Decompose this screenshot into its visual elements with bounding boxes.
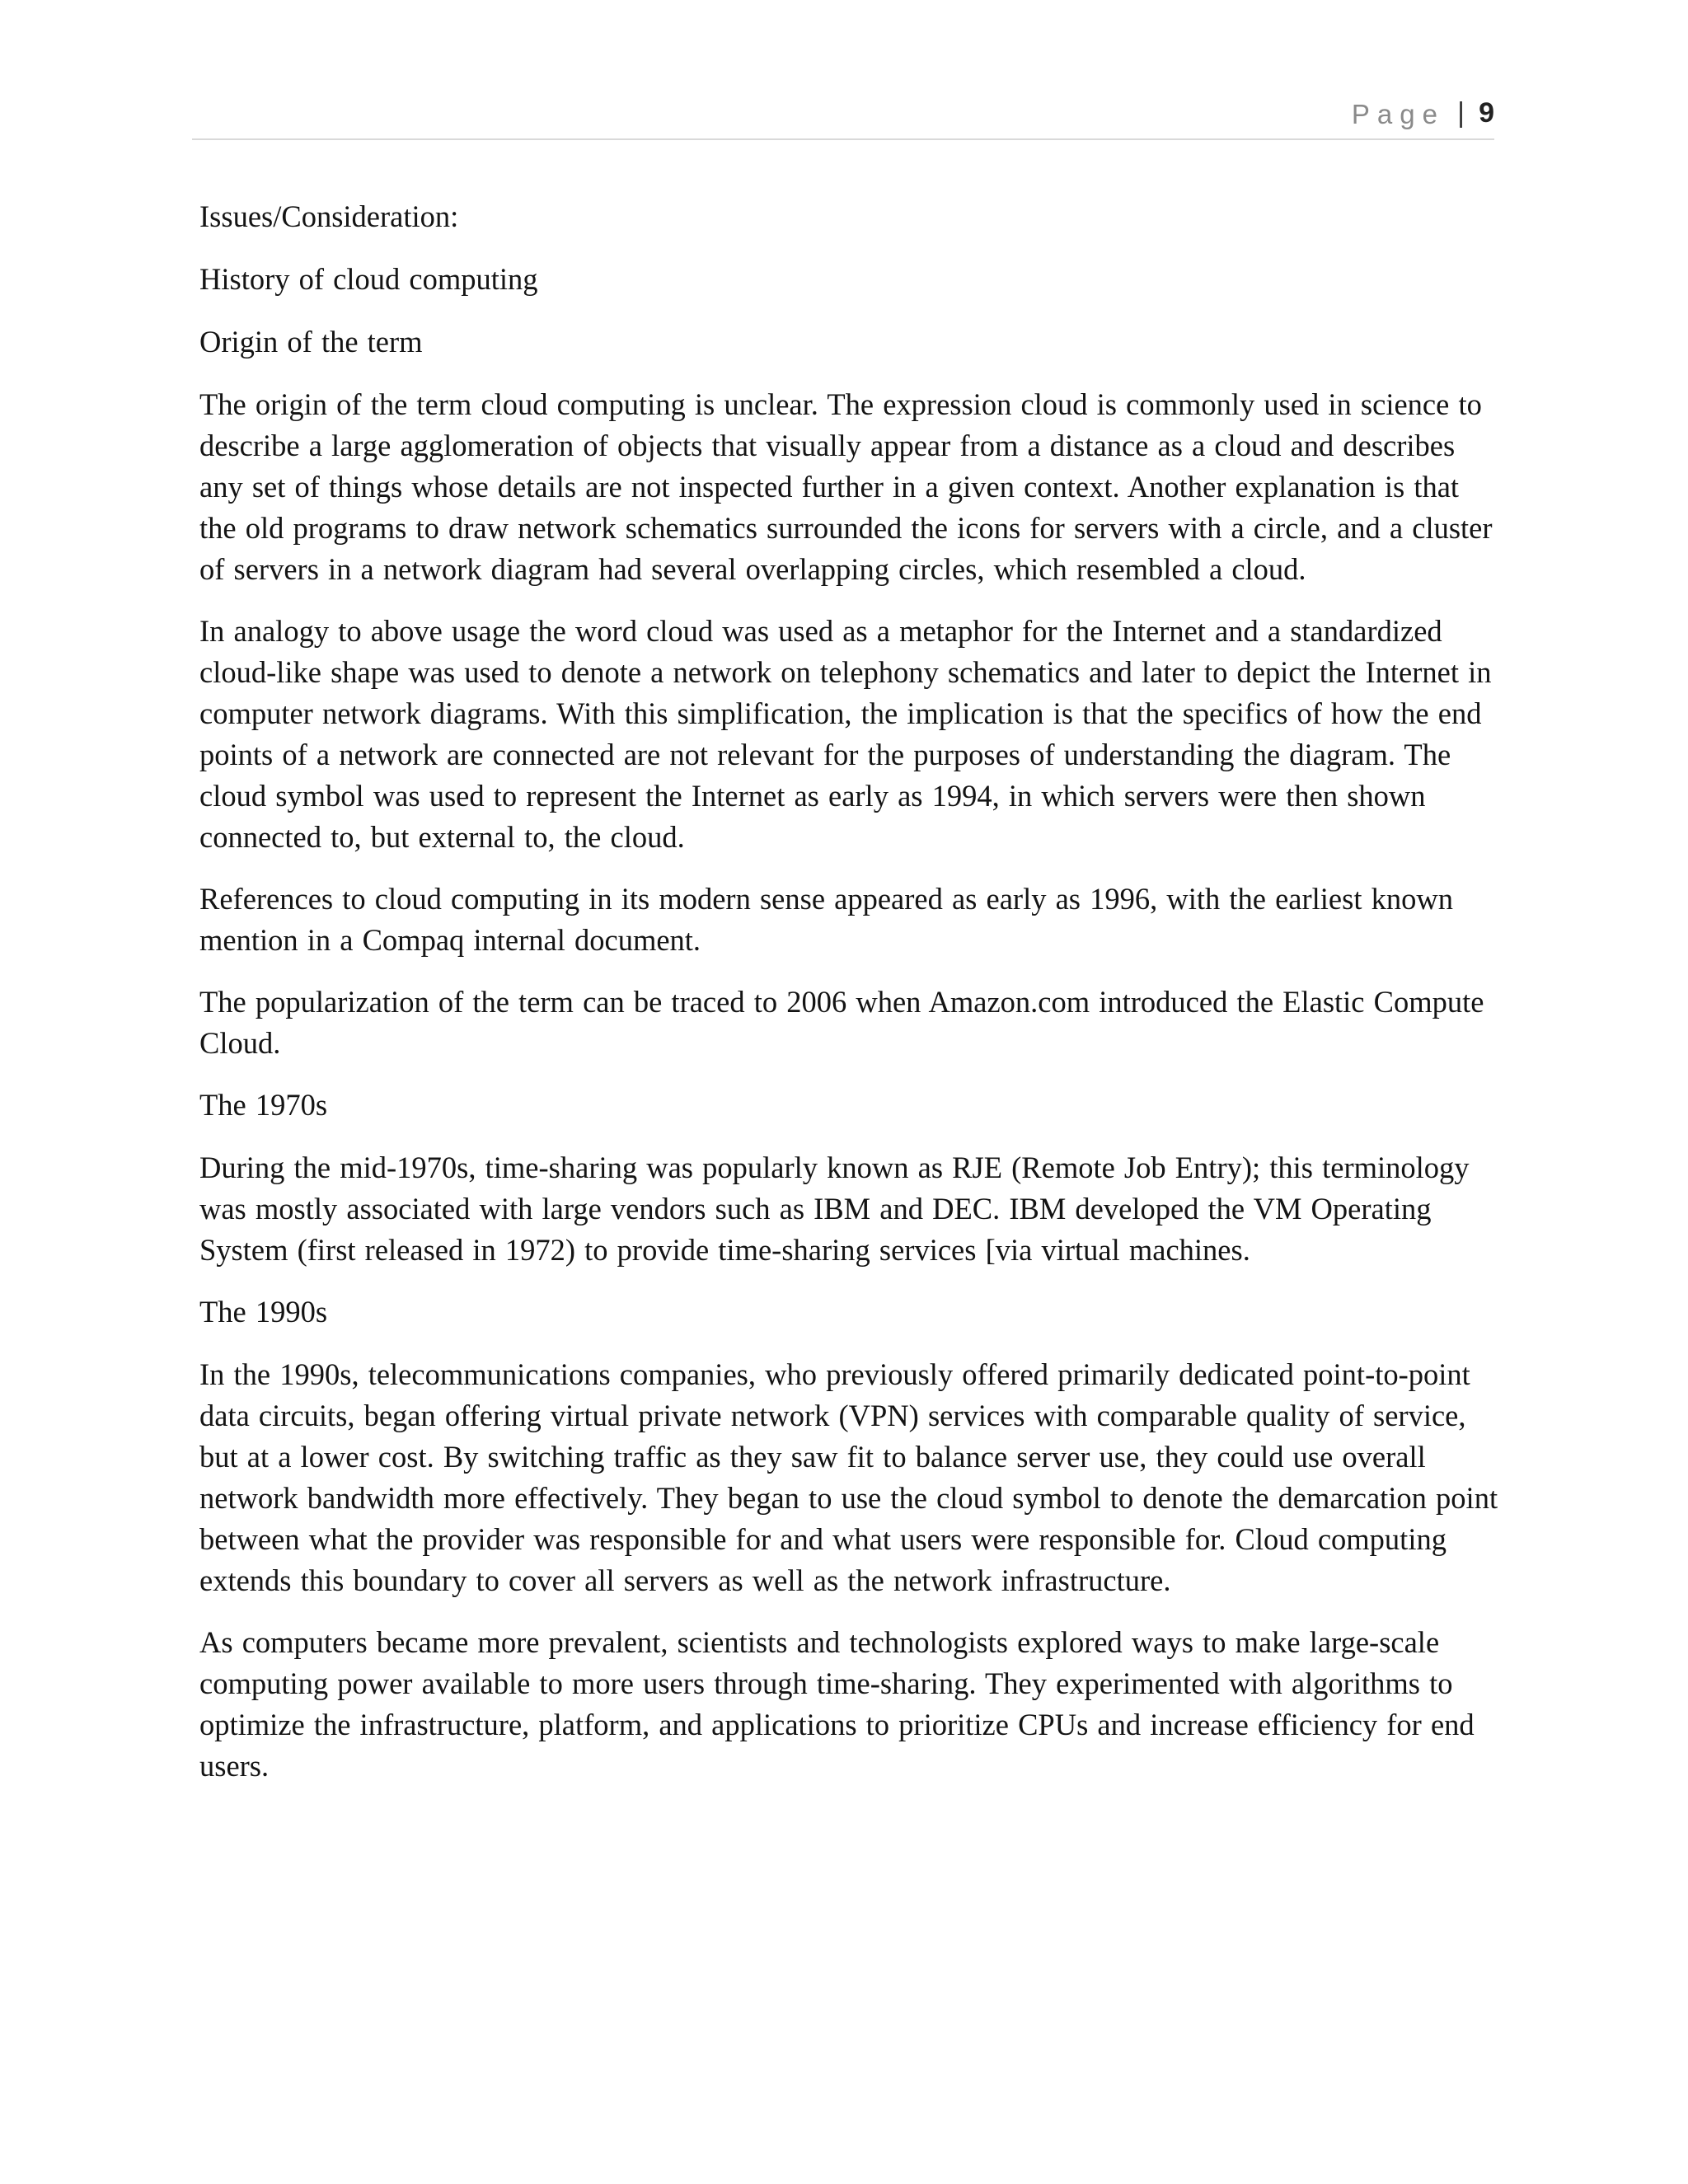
paragraph-1990s-computers: As computers became more prevalent, scientists and technologists explored ways to make large-scale computing power available to more users through time-sharing. They experimented with algorithms to optimize the infrastructure, platform, and applications to prioritize CPUs and increase efficiency for end users.: [199, 1625, 1475, 1783]
paragraph-origin: The origin of the term cloud computing is unclear. The expression cloud is commonly used in science to describe a large agglomeration of objects that visually appear from a distance as a cloud and describes any set of things whose details are not inspected further in a given context. Another explanation is that the old programs to draw network schematics surrounded the icons for servers with a circle, and a cluster of servers in a network diagram had several overlapping circles, which resembled a cloud.: [199, 387, 1493, 586]
origin-heading: Origin of the term: [199, 325, 423, 359]
paragraph-popularization: The popularization of the term can be traced to 2006 when Amazon.com introduced the Elastic Compute Cloud.: [199, 985, 1484, 1060]
page-number: 9: [1479, 97, 1494, 129]
paragraph-analogy: In analogy to above usage the word cloud was used as a metaphor for the Internet and a standardized cloud-like shape was used to denote a network on telephony schematics and later to depict the Internet in computer network diagrams. With this simplification, the implication is that the specifics of how the end points of a network are connected are not relevant for the purposes of understanding the diagram. The cloud symbol was used to represent the Internet as early as 1994, in which servers were then shown connected to, but external to, the cloud.: [199, 614, 1492, 854]
paragraph-1990s-telecom: In the 1990s, telecommunications companies, who previously offered primarily dedicated point-to-point data circuits, began offering virtual private network (VPN) services with comparable quality of service, but at a lower cost. By switching traffic as they saw fit to balance server use, they could use overall network bandwidth more effectively. They began to use the cloud symbol to denote the demarcation point between what the provider was responsible for and what users were responsible for. Cloud computing extends this boundary to cover all servers as well as the network infrastructure.: [199, 1357, 1498, 1597]
document-body: [199, 196, 1500, 1807]
page-header: [192, 97, 1494, 140]
paragraph-1970s: During the mid-1970s, time-sharing was popularly known as RJE (Remote Job Entry); this terminology was mostly associated with large vendors such as IBM and DEC. IBM developed the VM Operating System (first released in 1972) to provide time-sharing services [via virtual machines.: [199, 1151, 1470, 1267]
page-label: Page: [1351, 99, 1445, 129]
page-separator: |: [1457, 97, 1465, 129]
history-heading: History of cloud computing: [199, 262, 538, 296]
heading-1990s: The 1990s: [199, 1295, 328, 1329]
issues-heading: Issues/Consideration:: [199, 199, 459, 233]
heading-1970s: The 1970s: [199, 1088, 328, 1122]
paragraph-references: References to cloud computing in its modern sense appeared as early as 1996, with the earliest known mention in a Compaq internal document.: [199, 882, 1453, 957]
